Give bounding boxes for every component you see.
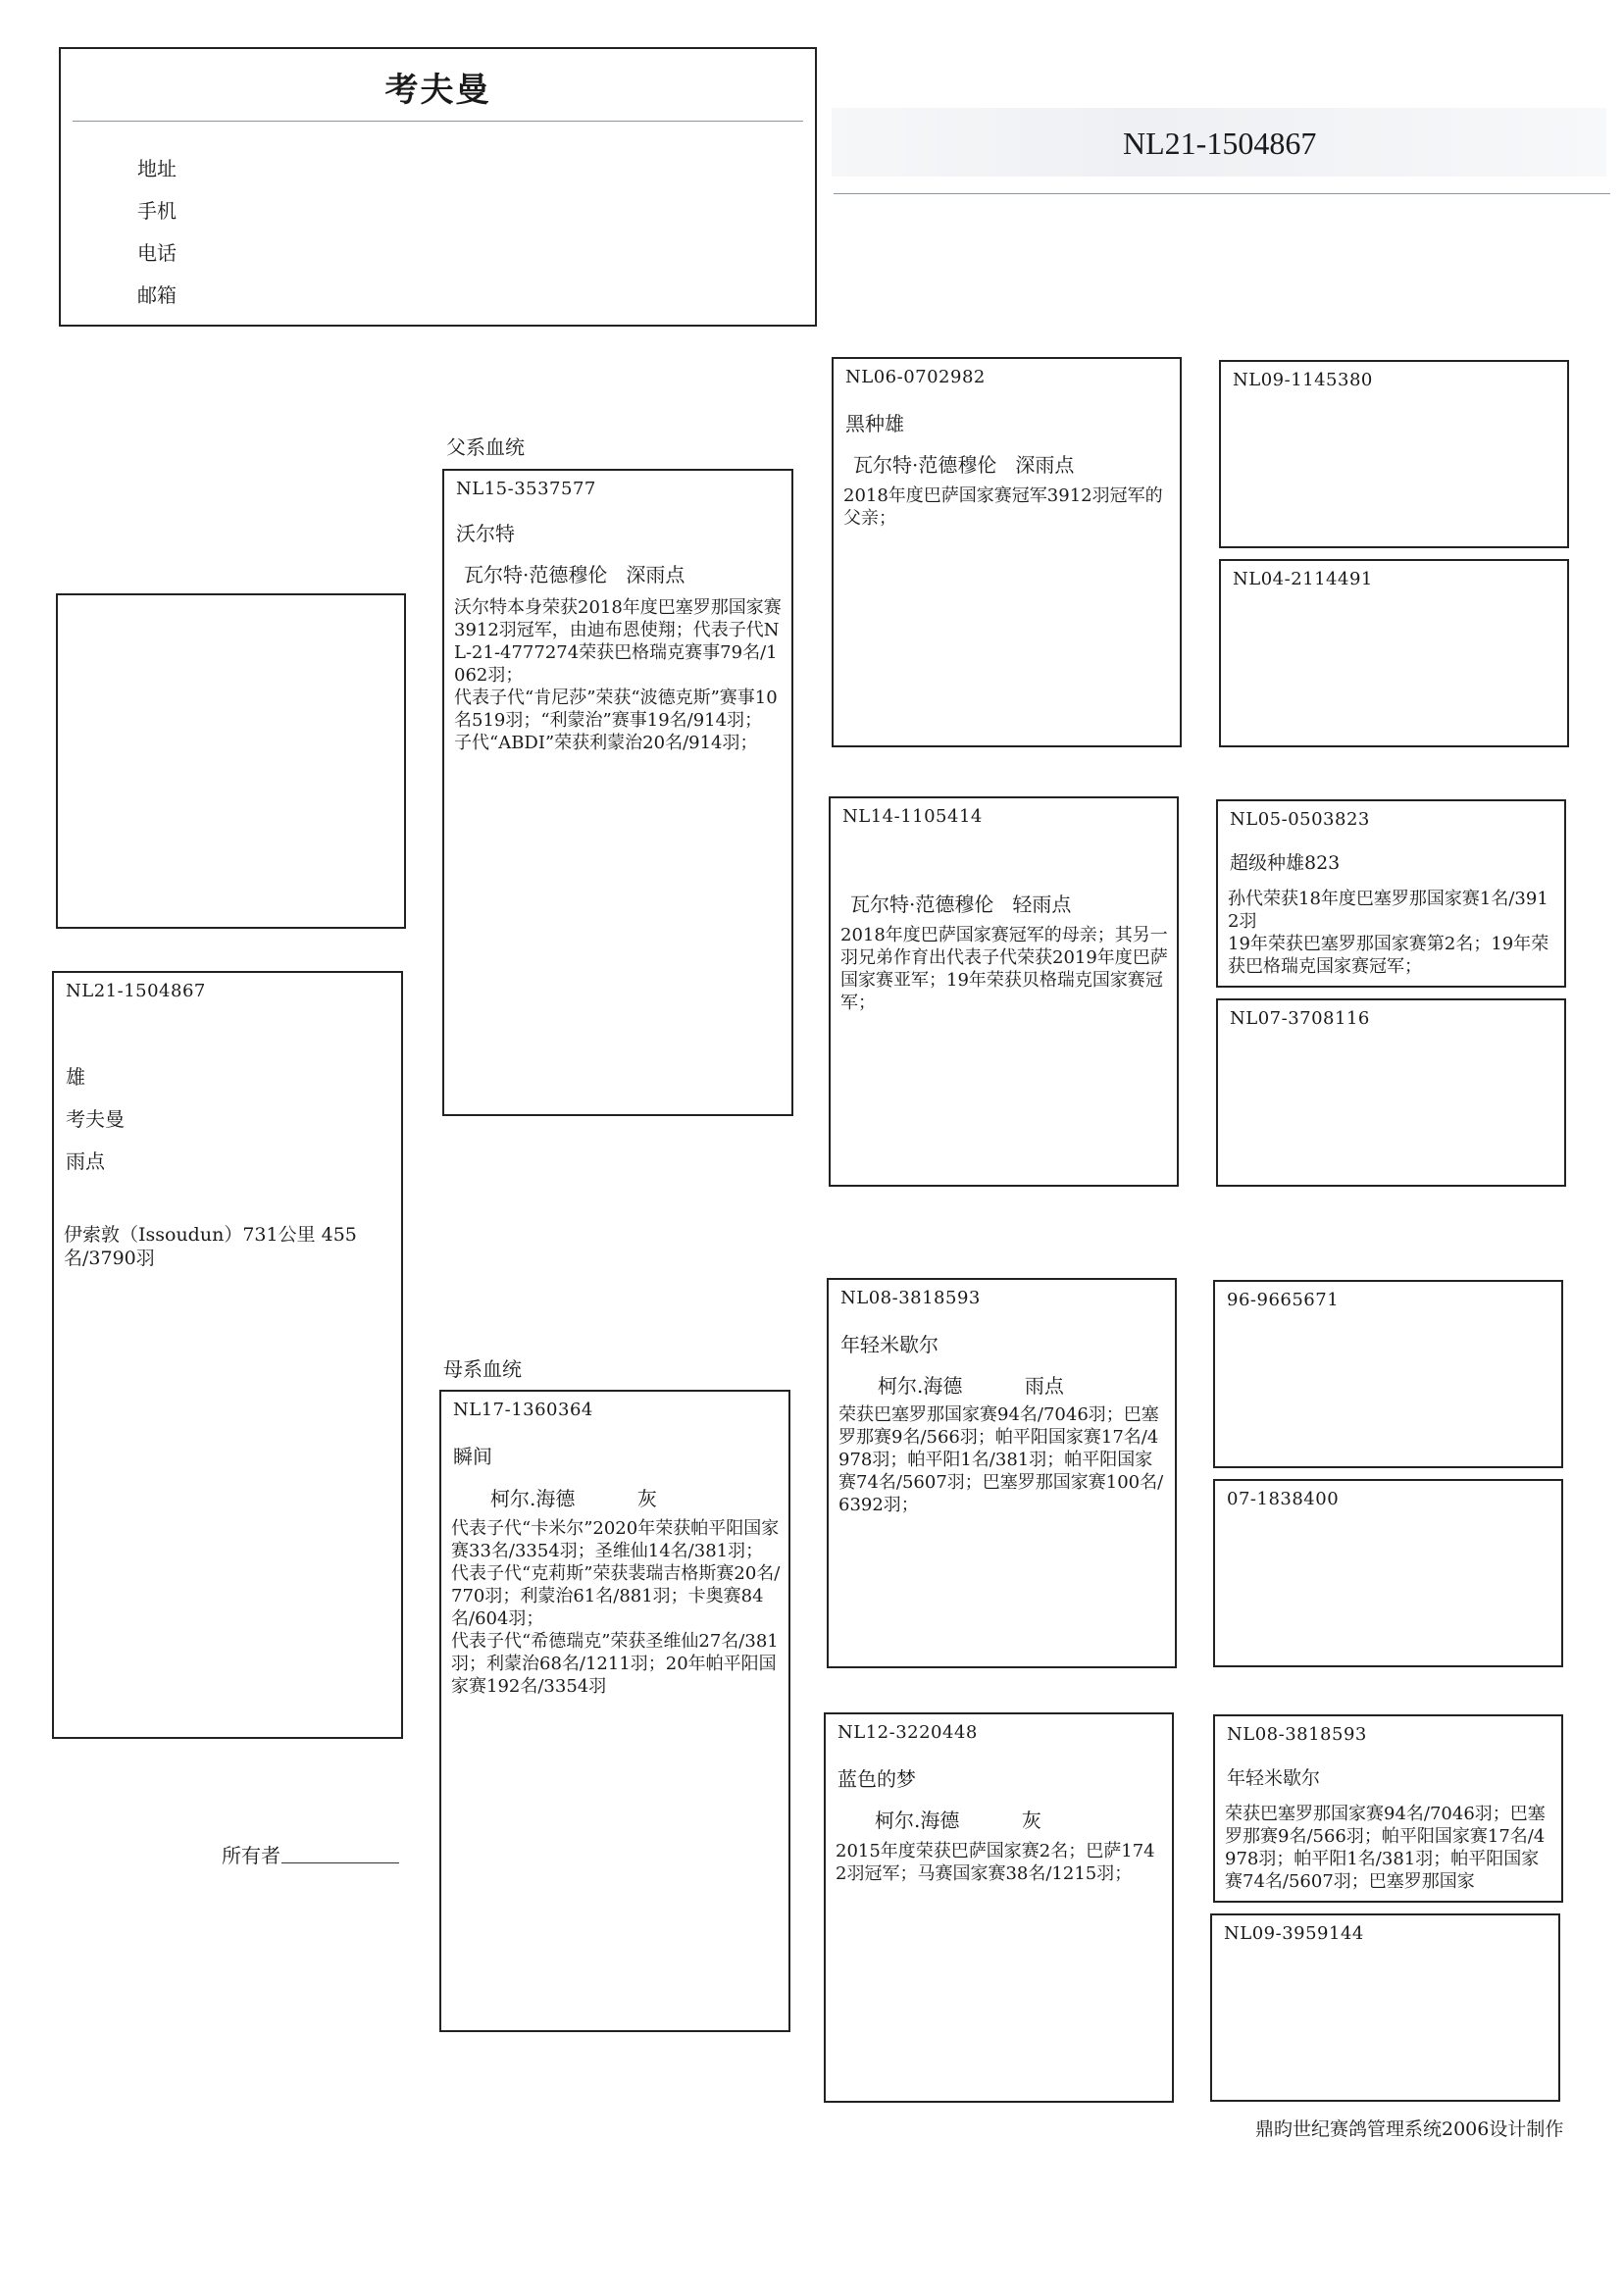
dds-card (1213, 1714, 1563, 1903)
subject-result: 伊索敦（Issoudun）731公里 455名/3790羽 (64, 1224, 357, 1269)
dam-description: 代表子代“卡米尔”2020年荣获帕平阳国家赛33名/3354羽；圣维仙14名/381羽； 代表子代“克莉斯”荣获裴瑞吉格斯赛20名/770羽；利蒙治61名/881羽；卡奥赛84名/604羽； 代表子代“希德瑞克”荣获圣维仙27名/381羽；利蒙治68名/1211羽；20年帕平阳国家赛192名/3354羽 (451, 1518, 781, 1697)
ddd-ring: NL09-3959144 (1224, 1923, 1364, 1944)
pigeon-photo-placeholder (56, 593, 406, 929)
sire-sire-card (832, 357, 1182, 747)
sire-dam-strain: 瓦尔特·范德穆伦 轻雨点 (850, 892, 1072, 916)
dds-description: 荣获巴塞罗那国家赛94名/7046羽；巴塞罗那赛9名/566羽；帕平阳国家赛17名/4978羽；帕平阳1名/381羽；帕平阳国家赛74名/5607羽；巴塞罗那国家 (1225, 1804, 1546, 1892)
email-label: 邮箱 (137, 283, 177, 307)
sire-sire-name: 黑种雄 (845, 412, 904, 435)
sdd-card (1216, 998, 1566, 1187)
dam-dam-description: 2015年度荣获巴萨国家赛2名；巴萨1742羽冠军；马赛国家赛38名/1215羽； (836, 1841, 1155, 1884)
sire-dam-card (829, 796, 1179, 1187)
dam-line-label: 母系血统 (443, 1357, 522, 1381)
subject-color: 雨点 (66, 1149, 105, 1173)
subject-card (52, 971, 403, 1739)
sire-sire-description: 2018年度巴萨国家赛冠军3912羽冠军的父亲； (843, 485, 1163, 529)
phone-label: 电话 (137, 241, 177, 265)
dam-dam-ring: NL12-3220448 (837, 1722, 978, 1743)
address-label: 地址 (137, 157, 177, 180)
sds-card (1216, 799, 1566, 988)
sds-ring: NL05-0503823 (1230, 809, 1370, 830)
main-ring-number: NL21-1504867 (1123, 126, 1317, 161)
sdd-ring: NL07-3708116 (1230, 1008, 1370, 1029)
sire-description: 沃尔特本身荣获2018年度巴塞罗那国家赛3912羽冠军，由迪布恩使翔；代表子代NL-21-4777274荣获巴格瑞克赛事79名/1062羽； 代表子代“肯尼莎”荣获“波德克斯”赛事10名519羽；“利蒙治”赛事19名/914羽； 子代“ABDI”荣获利蒙治20名/914羽； (454, 597, 782, 753)
dam-dam-name: 蓝色的梦 (837, 1767, 916, 1791)
dsd-ring: 07-1838400 (1227, 1489, 1340, 1509)
sire-ring: NL15-3537577 (456, 479, 596, 499)
dam-sire-description: 荣获巴塞罗那国家赛94名/7046羽；巴塞罗那赛9名/566羽；帕平阳国家赛17名/4978羽；帕平阳1名/381羽；帕平阳国家赛74名/5607羽；巴塞罗那国家赛100名/6392羽； (838, 1404, 1164, 1515)
sire-dam-ring: NL14-1105414 (842, 806, 983, 827)
dam-ring: NL17-1360364 (453, 1400, 593, 1420)
header-divider (73, 121, 803, 122)
dsd-card (1213, 1479, 1563, 1667)
subject-sex: 雄 (66, 1065, 85, 1089)
sire-line-label: 父系血统 (446, 435, 525, 459)
dam-sire-name: 年轻米歇尔 (840, 1333, 939, 1356)
dds-ring: NL08-3818593 (1227, 1724, 1367, 1745)
ssd-ring: NL04-2114491 (1233, 569, 1373, 589)
sss-ring: NL09-1145380 (1233, 370, 1373, 390)
dss-ring: 96-9665671 (1227, 1290, 1340, 1310)
sire-name: 沃尔特 (456, 522, 515, 545)
sire-sire-strain: 瓦尔特·范德穆伦 深雨点 (853, 453, 1075, 477)
dam-strain: 柯尔.海德 灰 (490, 1487, 657, 1510)
sire-card (442, 469, 793, 1116)
owner-name: 考夫曼 (384, 71, 491, 110)
ddd-card (1210, 1913, 1560, 2102)
owner-label: 所有者 (222, 1844, 280, 1867)
sds-name: 超级种雄823 (1230, 852, 1341, 874)
subject-owner: 考夫曼 (66, 1107, 125, 1131)
dss-card (1213, 1280, 1563, 1468)
ssd-card (1219, 559, 1569, 747)
dam-card (439, 1390, 790, 2032)
dds-name: 年轻米歇尔 (1227, 1767, 1321, 1789)
main-ring-underline (834, 193, 1610, 194)
sire-strain: 瓦尔特·范德穆伦 深雨点 (464, 563, 685, 586)
dam-sire-card (827, 1278, 1177, 1668)
owner-header-box (59, 47, 817, 327)
dam-dam-strain: 柯尔.海德 灰 (875, 1809, 1041, 1832)
subject-ring: NL21-1504867 (66, 981, 206, 1001)
dam-dam-card (824, 1712, 1174, 2103)
footer-credit: 鼎昀世纪赛鸽管理系统2006设计制作 (1255, 2118, 1564, 2140)
dam-sire-strain: 柯尔.海德 雨点 (878, 1374, 1064, 1398)
sire-dam-description: 2018年度巴萨国家赛冠军的母亲；其另一羽兄弟作育出代表子代荣获2019年度巴萨国家赛亚军；19年荣获贝格瑞克国家赛冠军； (840, 925, 1168, 1013)
dam-sire-ring: NL08-3818593 (840, 1288, 981, 1308)
sire-sire-ring: NL06-0702982 (845, 367, 986, 387)
dam-name: 瞬间 (453, 1445, 492, 1468)
owner-signature-line (281, 1862, 399, 1863)
sds-description: 孙代荣获18年度巴塞罗那国家赛1名/3912羽 19年荣获巴塞罗那国家赛第2名；19年荣获巴格瑞克国家赛冠军； (1228, 889, 1549, 977)
sss-card (1219, 360, 1569, 548)
mobile-label: 手机 (137, 199, 177, 223)
